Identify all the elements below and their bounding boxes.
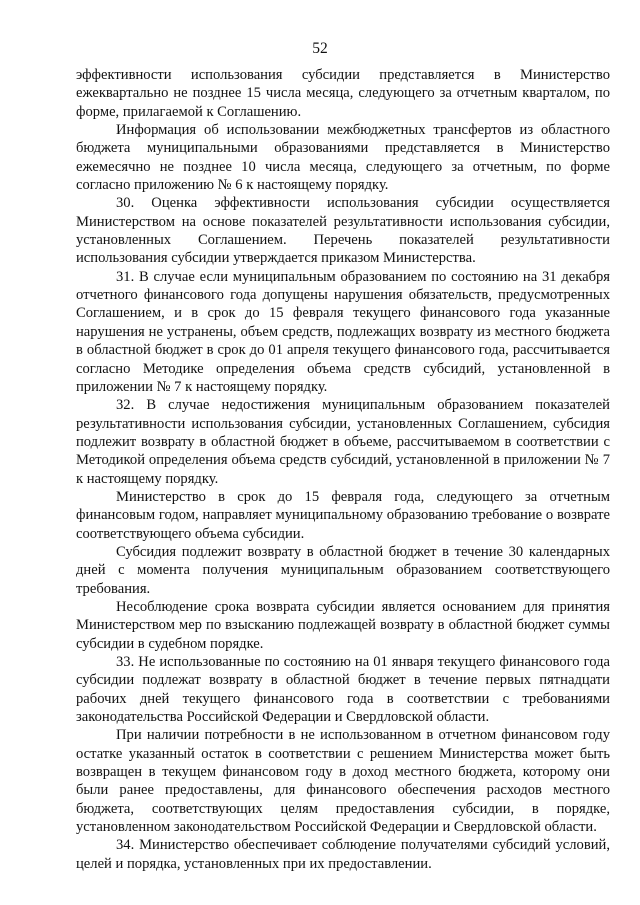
paragraph-30: 30. Оценка эффективности использования субсидии осуществляется Министерством на основе показателей результативности использования субсидии, установленных Соглашением. Перечень показателей результативности использования субсидии утверждается приказом Министерства. <box>76 195 610 267</box>
paragraph-remaining-balance: При наличии потребности в не использованном в отчетном финансовом году остатке указанный остаток в соответствии с решением Министерства может быть возвращен в текущем финансовом году в доход местного бюджета, которому они были ранее предоставлены, для финансового обеспечения расходов местного бюджета, соответствующих целям предоставления субсидии, в порядке, установленном законодательством Российской Федерации и Свердловской области. <box>76 727 610 836</box>
page-number: 52 <box>312 40 328 57</box>
paragraph-return-term: Субсидия подлежит возврату в областной бюджет в течение 30 календарных дней с момента получения муниципальным образованием соответствующего требования. <box>76 543 610 597</box>
paragraph-33: 33. Не использованные по состоянию на 01 января текущего финансового года субсидии подлежат возврату в областной бюджет в течение первых пятнадцати рабочих дней текущего финансового года в соответствии с требованиями законодательства Российской Федерации и Свердловской области. <box>76 654 610 726</box>
paragraph-ministry-demand: Министерство в срок до 15 февраля года, следующего за отчетным финансовым годом, направляет муниципальному образованию требование о возврате соответствующего объема субсидии. <box>76 488 610 542</box>
paragraph-32: 32. В случае недостижения муниципальным образованием показателей результативности использования субсидии, установленных Соглашением, субсидия подлежит возврату в областной бюджет в объеме, рассчитываемом в соответствии с Методикой определения объема средств субсидий, установленной в приложении № 7 к настоящему порядку. <box>76 397 610 487</box>
paragraph-non-compliance: Несоблюдение срока возврата субсидии является основанием для принятия Министерством мер по взысканию подлежащей возврату в областной бюджет суммы субсидии в судебном порядке. <box>76 598 610 652</box>
document-body <box>76 66 610 873</box>
paragraph-34: 34. Министерство обеспечивает соблюдение получателями субсидий условий, целей и порядка, установленных при их предоставлении. <box>76 837 610 872</box>
paragraph-transfers-info: Информация об использовании межбюджетных трансфертов из областного бюджета муниципальными образованиями представляется в Министерство ежемесячно не позднее 10 числа месяца, следующего за отчетным, по форме согласно приложению № 6 к настоящему порядку. <box>76 122 610 194</box>
paragraph-31: 31. В случае если муниципальным образованием по состоянию на 31 декабря отчетного финансового года допущены нарушения обязательств, предусмотренных Соглашением, и в срок до 15 февраля текущего финансового года указанные нарушения не устранены, объем средств, подлежащих возврату из местного бюджета в областной бюджет в срок до 01 апреля текущего финансового года, рассчитывается согласно Методике определения объема средств субсидий, установленной в приложении № 7 к настоящему порядку. <box>76 268 610 395</box>
paragraph-continuation: эффективности использования субсидии представляется в Министерство ежеквартально не позднее 15 числа месяца, следующего за отчетным кварталом, по форме, прилагаемой к Соглашению. <box>76 67 610 120</box>
